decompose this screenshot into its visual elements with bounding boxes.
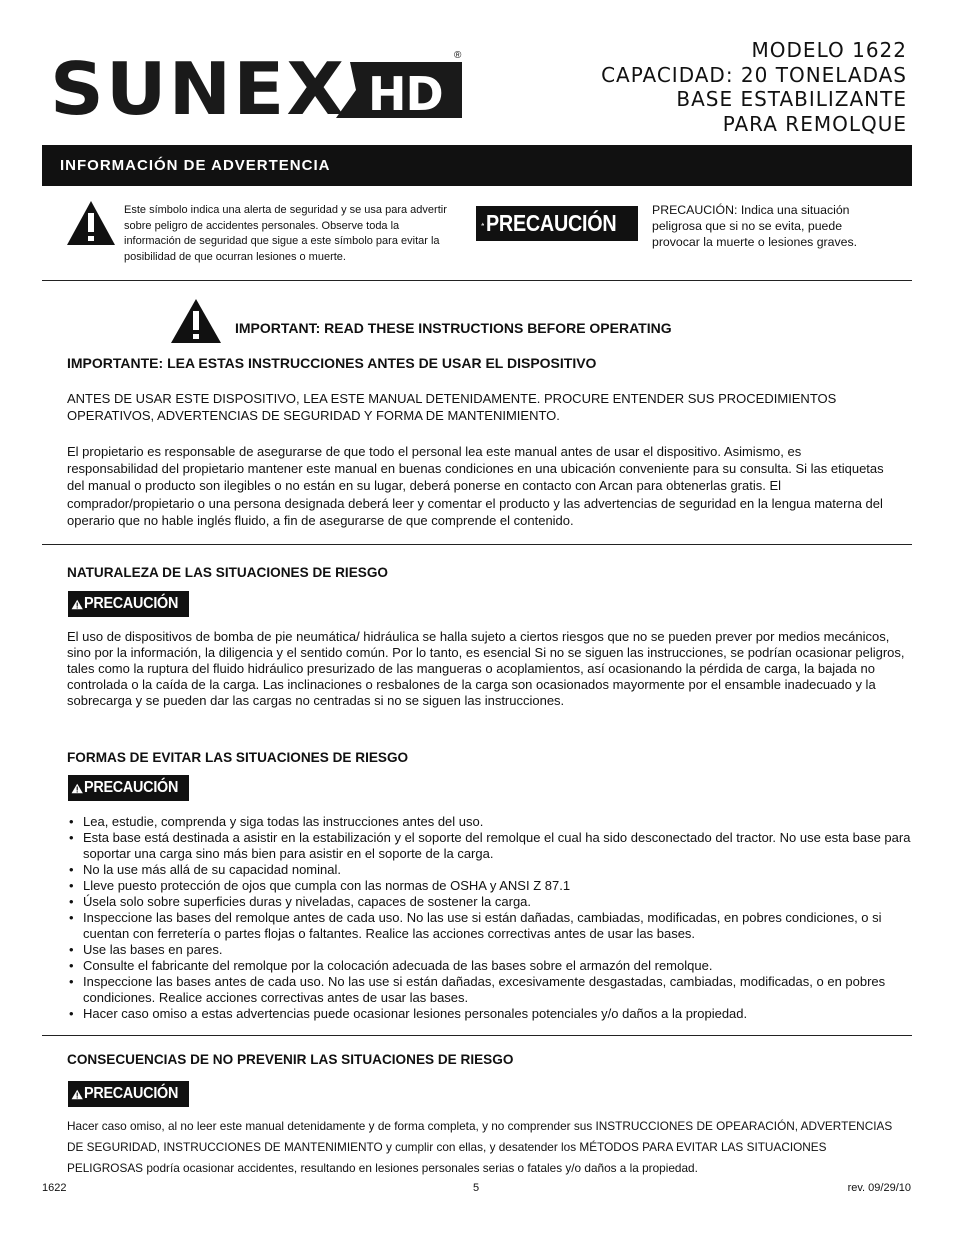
- section-nature-text: El uso de dispositivos de bomba de pie neumática/ hidráulica se halla sujeto a ciertos riesgos que no se pueden prever por medios mecánicos, sino por la información, la diligencia y el sentido común. Por lo tanto, es esencial Si no se siguen las instrucciones, se podrían ocasionar peligros, tales como la ruptura del fluido hidráulico presurizado de las mangueras o acoplamientos, así ocasionando la pérdida de carga, la bajada no controlada o la caída de la carga. Las inclinaciones o resbalones de la carga son ocasionados mayormente por el ensamble inadecuado y la sobrecarga y se pueden dar las cargas no centradas si no se siguen las instrucciones.: [67, 629, 905, 708]
- divider: [42, 544, 912, 545]
- caution-badge: [68, 775, 189, 801]
- caution-badge-label: PRECAUCIÓN: [84, 779, 179, 796]
- list-item: • Use las bases en pares.: [67, 942, 912, 958]
- list-item: • No la use más allá de su capacidad nominal.: [67, 862, 912, 878]
- title-line-3: BASE ESTABILIZANTE: [676, 87, 907, 111]
- footer-page-number: 5: [473, 1182, 480, 1194]
- title-line-2: CAPACIDAD: 20 TONELADAS: [601, 62, 907, 87]
- caution-badge-label: PRECAUCIÓN: [84, 1085, 179, 1102]
- section-heading-nature: NATURALEZA DE LAS SITUACIONES DE RIESGO: [67, 565, 388, 580]
- footer-revision: rev. 09/29/10: [847, 1182, 911, 1194]
- caution-badge-label: PRECAUCIÓN: [486, 210, 617, 236]
- caution-definition-text: PRECAUCIÓN: Indica una situación peligrosa que si no se evita, puede provocar la muerte o lesiones graves.: [652, 203, 858, 249]
- section-consequences-text: Hacer caso omiso, al no leer este manual detenidamente y de forma completa, y no comprender sus INSTRUCCIONES DE OPEARACIÓN, ADVERTENCIAS DE SEGURIDAD, INSTRUCCIONES DE MANTENIMIENTO y cumplir con ellas, y desatender los MÉTODOS PARA EVITAR LAS SITUACIONES PELIGROSAS podría ocasionar accidentes, resultando en lesiones personales serias o fatales y/o daños a la propiedad.: [67, 1119, 893, 1175]
- caution-badge: [68, 1081, 189, 1107]
- caution-badge: [68, 591, 189, 617]
- important-english: IMPORTANT: READ THESE INSTRUCTIONS BEFORE OPERATING: [235, 320, 672, 336]
- list-item: • Esta base está destinada a asistir en la estabilización y el soporte del remolque el cual ha sido desconectado del tractor. No use esta base para soportar una carga sino más bien para asistir en el soporte de la carga.: [67, 830, 912, 862]
- title-line-4: PARA REMOLQUE: [722, 111, 907, 136]
- warning-triangle-icon: [66, 200, 116, 246]
- important-paragraph-1: ANTES DE USAR ESTE DISPOSITIVO, LEA ESTE MANUAL DETENIDAMENTE. PROCURE ENTENDER SUS PROCEDIMIENTOS OPERATIVOS, ADVERTENCIAS DE SEGURIDAD Y FORMA DE MANTENIMIENTO.: [67, 391, 837, 424]
- footer-model: 1622: [42, 1182, 67, 1194]
- list-item: • Inspeccione las bases del remolque antes de cada uso. No las use si están dañadas, cambiadas, modificadas, en pobres condiciones, o si cuentan con ferretería o partes flojas o faltantes. Realice las acciones correctivas antes de usar las bases.: [67, 910, 912, 942]
- section-heading-avoid: FORMAS DE EVITAR LAS SITUACIONES DE RIESGO: [67, 750, 409, 765]
- model-title: [601, 38, 907, 136]
- svg-text:HD: HD: [368, 67, 443, 121]
- list-item: • Lleve puesto protección de ojos que cumpla con las normas de OSHA y ANSI Z 87.1: [67, 878, 912, 894]
- list-item: • Hacer caso omiso a estas advertencias puede ocasionar lesiones personales potenciales y/o daños a la propiedad.: [67, 1006, 912, 1022]
- title-line-1: MODELO 1622: [751, 38, 907, 62]
- warning-triangle-icon: [71, 779, 83, 798]
- alert-symbol-text: Este símbolo indica una alerta de seguridad y se usa para advertir sobre peligro de accidentes personales. Observe toda la información de seguridad que sigue a este símbolo para evitar la posibilidad de que ocurran lesiones o muerte.: [124, 204, 447, 263]
- section-banner: INFORMACIÓN DE ADVERTENCIA: [42, 145, 912, 186]
- warning-triangle-icon: [71, 595, 83, 614]
- warning-triangle-icon: [71, 1085, 83, 1104]
- important-paragraph-2: El propietario es responsable de asegurarse de que todo el personal lea este manual antes de usar el dispositivo. Asimismo, es responsabilidad del propietario mantener este manual en buenas condiciones en una ubicación conveniente para su consulta. Si las etiquetas del manual o producto son ilegibles o no están en su lugar, deberá ponerse en contacto con Arcan para obtenerlas gratis. El comprador/propietario o una persona designada deberá leer y comentar el producto y las advertencias de seguridad en la lengua materna del operario que no hable inglés fluido, a fin de asegurarse de que comprende el contenido.: [67, 444, 884, 528]
- caution-badge-large: [476, 206, 638, 241]
- warning-triangle-icon: [170, 298, 222, 344]
- list-item: • Consulte el fabricante del remolque por la colocación adecuada de las bases sobre el armazón del remolque.: [67, 958, 912, 974]
- list-item: • Lea, estudie, comprenda y siga todas las instrucciones antes del uso.: [67, 814, 912, 830]
- important-spanish: IMPORTANTE: LEA ESTAS INSTRUCCIONES ANTES DE USAR EL DISPOSITIVO: [67, 355, 597, 371]
- divider: [42, 280, 912, 281]
- sunex-hd-logo: [50, 48, 470, 128]
- svg-text:®: ®: [454, 50, 462, 61]
- divider: [42, 1035, 912, 1036]
- avoid-risk-list: [67, 814, 912, 1022]
- svg-text:SUNEX: SUNEX: [50, 48, 346, 128]
- list-item: • Úsela solo sobre superficies duras y niveladas, capaces de sostener la carga.: [67, 894, 912, 910]
- caution-badge-label: PRECAUCIÓN: [84, 595, 179, 612]
- warning-triangle-icon: [481, 211, 484, 237]
- list-item: • Inspeccione las bases antes de cada uso. No las use si están dañadas, excesivamente desgastadas, cambiadas, modificadas, o en pobres condiciones. Realice acciones correctivas antes de usar las bases.: [67, 974, 912, 1006]
- section-heading-consequences: CONSECUENCIAS DE NO PREVENIR LAS SITUACIONES DE RIESGO: [67, 1052, 514, 1067]
- logo-graphic: [50, 48, 480, 128]
